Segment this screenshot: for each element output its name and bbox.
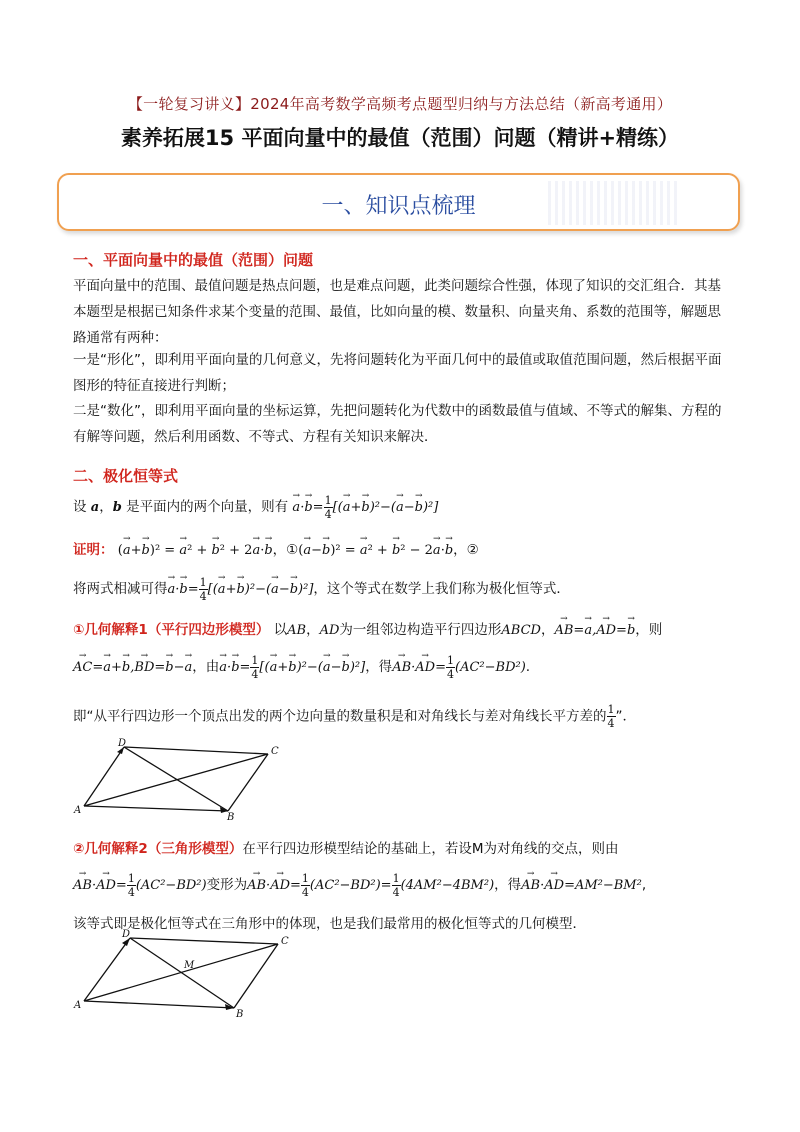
label-c: C	[271, 746, 279, 757]
method-1-text: 一是“形化”，即利用平面向量的几何意义，先将问题转化为平面几何中的最值或取值范围问题，然后根据平面图形的特征直接进行判断；	[73, 352, 722, 394]
geo1-text-a: 以	[273, 622, 288, 638]
diagonal-bd	[130, 938, 234, 1008]
method-2-text: 二是“数化”，即利用平面向量的坐标运算，先把问题转化为代数中的函数最值与值域、不等式的解集、方程的有解等问题，然后利用函数、不等式、方程有关知识来解决．	[73, 403, 722, 445]
geo1-summary: 即“从平行四边形一个顶点出发的两个边向量的数量积是和对角线长与差对角线长平方差的 $\frac{1}{4}$ ”．	[73, 703, 636, 730]
intro-prefix: 设	[73, 499, 87, 515]
combine-suffix: ，这个等式在数学上我们称为极化恒等式．	[313, 581, 570, 597]
proof-mark-2: ②	[466, 542, 479, 558]
geo2-summary: 该等式即是极化恒等式在三角形中的体现，也是我们最常用的极化恒等式的几何模型．	[73, 916, 586, 932]
series-title: 【一轮复习讲义】2024年高考数学高频考点题型归纳与方法总结（新高考通用）	[127, 95, 673, 113]
geo1-text-d: ，由	[192, 659, 220, 675]
label-d: D	[118, 738, 127, 749]
edge-ab	[84, 806, 228, 811]
geo1-line-1: ①几何解释1（平行四边形模型） 以AB，AD为一组邻边构造平行四边形ABCD，→ AB=→ a,→ AD=→ b，则	[73, 618, 662, 638]
combine-line: 将两式相减可得→ a·→ b= $\frac{1}{4}$ [(→ a+→ b)²−(→ a−→ b)²]，这个等式在数学上我们称为极化恒等式．	[73, 576, 570, 603]
geo2-text-c: ，得	[494, 877, 522, 893]
geo2-label: ②几何解释2（三角形模型）	[73, 841, 243, 857]
combine-prefix: 将两式相减可得	[73, 581, 168, 597]
geo2-line-2: → AB·→ AD= $\frac{1}{4}$ (AC²−BD²)变形为→ AB·→ AD= $\frac{1}{4}$ (AC²−BD²)= $\frac{1}{4}$ (4AM²−4BM²)，得→ AB·→ AD=AM²−BM²,	[73, 872, 646, 899]
proof-mark-1: ①	[286, 542, 299, 558]
banner-title: 一、知识点梳理	[321, 194, 476, 219]
geo2-line-1	[73, 837, 618, 857]
label-d: D	[122, 929, 131, 940]
label-b: B	[227, 812, 235, 820]
edge-dc	[130, 938, 278, 944]
geo1-summary-a: 即“从平行四边形一个顶点出发的两个边向量的数量积是和对角线长与差对角线长平方差的	[73, 708, 607, 725]
section2-heading: 二、极化恒等式	[73, 467, 179, 485]
section1-heading: 一、平面向量中的最值（范围）问题	[73, 251, 314, 269]
geo2-text-b: 变形为	[206, 877, 248, 893]
label-c: C	[281, 936, 289, 947]
identity-statement: 设 a，b 是平面内的两个向量，则有 → a·→ b= $\frac{1}{4}$ [(→ a+→ b)²−(→ a−→ b)²]	[73, 494, 438, 521]
identity-formula: → a·→ b= $\frac{1}{4}$ [(→ a+→ b)²−(→ a−→ b)²]	[292, 500, 438, 515]
geo1-line-2: → AC=→ a+→ b,→ BD=→ b−→ a，由→ a·→ b= $\frac{1}{4}$ [(→ a+→ b)²−(→ a−→ b)²]，得→ AB·→ AD= $\frac{1}{4}$ (AC²−BD²).	[73, 654, 530, 681]
edge-bc	[228, 754, 268, 811]
geo1-text-b: 为一组邻边构造平行四边形	[339, 622, 502, 638]
geo1-text-c: ，则	[635, 622, 663, 638]
diagonal-bd	[124, 747, 228, 811]
edge-ad	[84, 938, 130, 1001]
label-m: M	[184, 960, 195, 971]
edge-ab	[84, 1001, 234, 1008]
triangle-model-figure	[72, 928, 302, 1020]
geo1-text-e: ，得	[365, 659, 393, 675]
proof-line: 证明： (→ a+→ b)² = → a² + → b² + 2→ a·→ b，①(→ a−→ b)² = → a² + → b² − 2→ a·→ b，②	[73, 538, 479, 558]
geo1-label: ①几何解释1（平行四边形模型）	[73, 622, 270, 638]
page-title: 素养拓展15 平面向量中的最值（范围）问题（精讲+精练）	[120, 126, 680, 150]
section-banner	[57, 173, 740, 231]
section1-paragraph: 平面向量中的范围、最值问题是热点问题，也是难点问题，此类问题综合性强，体现了知识的交汇组合．其基本题型是根据已知条件求某个变量的范围、最值，比如向量的模、数量积、向量夹角、系数的范围等，解题思路通常有两种：	[73, 278, 721, 346]
intro-mid: 是平面内的两个向量，则有	[126, 499, 289, 515]
label-b: B	[236, 1009, 244, 1020]
geo2-text-a: 在平行四边形模型结论的基础上，若设M为对角线的交点，则由	[242, 841, 619, 857]
geo1-summary-b: ”．	[615, 708, 636, 725]
proof-label: 证明：	[73, 542, 114, 558]
label-a: A	[74, 805, 82, 816]
edge-ad	[84, 747, 124, 806]
edge-bc	[234, 944, 278, 1008]
label-a: A	[74, 1000, 82, 1011]
parallelogram-figure	[72, 738, 292, 820]
diagonal-ac	[84, 754, 268, 806]
edge-dc	[124, 747, 268, 754]
